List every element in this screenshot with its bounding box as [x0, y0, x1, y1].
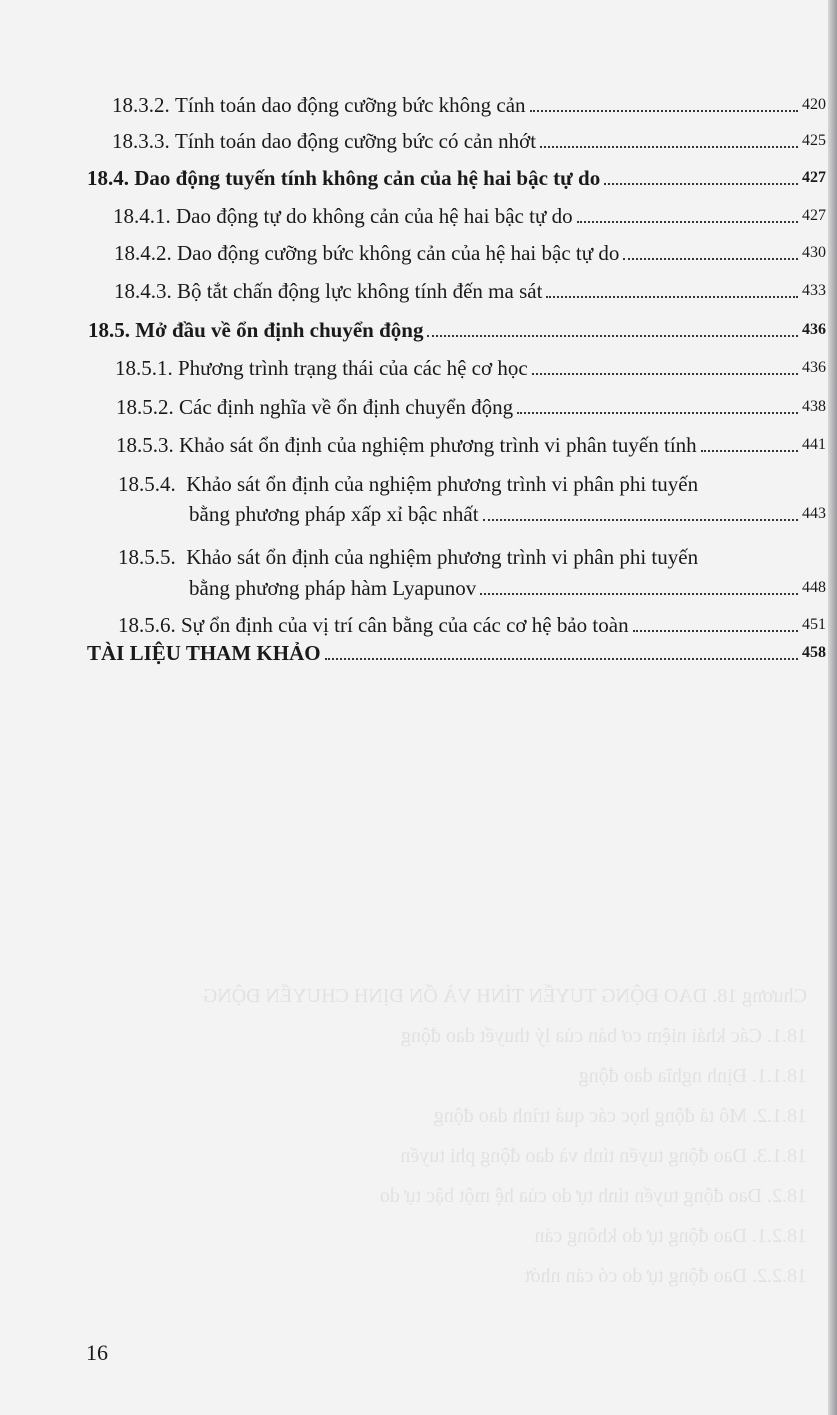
- toc-entry-number: 18.5.4.: [118, 472, 176, 496]
- toc-entry-number: 18.4.3.: [114, 279, 172, 303]
- toc-entry-title: Dao động cưỡng bức không cản của hệ hai bậc tự do: [177, 241, 620, 265]
- toc-entry-title: Khảo sát ổn định của nghiệm phương trình vi phân tuyến tính: [179, 433, 697, 457]
- toc-entry-page: 433: [802, 282, 826, 299]
- toc-row[interactable]: [116, 428, 826, 458]
- toc-entry-page: 443: [802, 505, 826, 522]
- toc-entry-title-continued: bằng phương pháp hàm Lyapunov: [189, 576, 477, 600]
- dot-leader: [540, 146, 798, 148]
- dot-leader: [517, 412, 798, 414]
- dot-leader: [604, 183, 798, 185]
- dot-leader: [546, 296, 798, 298]
- toc-entry-number: 18.5.1.: [115, 356, 173, 380]
- toc-entry-number: 18.5.3.: [116, 433, 174, 457]
- toc-row[interactable]: [189, 497, 826, 527]
- toc-row[interactable]: [115, 351, 826, 381]
- toc-references-row[interactable]: [87, 636, 826, 666]
- toc-entry-title: Phương trình trạng thái của các hệ cơ học: [178, 356, 528, 380]
- toc-section-title: Dao động tuyến tính không cản của hệ hai bậc tự do: [134, 166, 601, 190]
- toc-entry-title: Bộ tắt chấn động lực không tính đến ma sát: [177, 279, 543, 303]
- toc-entry-number: 18.5.2.: [116, 395, 174, 419]
- dot-leader: [480, 593, 798, 595]
- toc-entry-title-continued: bằng phương pháp xấp xỉ bậc nhất: [189, 502, 479, 526]
- toc-entry-number: 18.5.5.: [118, 545, 176, 569]
- toc-row[interactable]: [116, 390, 826, 420]
- toc-section-title: Mở đầu về ổn định chuyển động: [135, 318, 424, 342]
- toc-entry-title: Khảo sát ổn định của nghiệm phương trình vi phân phi tuyến: [186, 545, 699, 569]
- toc-row[interactable]: [114, 274, 826, 304]
- toc-row[interactable]: [189, 571, 826, 601]
- toc-entry-page: 448: [802, 579, 826, 596]
- toc-entry-page: 420: [802, 96, 826, 113]
- page-edge: [828, 0, 837, 1415]
- toc-section-row[interactable]: [87, 161, 826, 191]
- show-through-decoration: Chương 18. DAO ĐỘNG TUYẾN TÍNH VÀ ỔN ĐỊNH CHUYỂN ĐỘNG 18.1. Các khái niệm cơ bản của lý thuyết dao động 18.1.1. Định nghĩa dao động 18.1.2. Mô tả động học các quá trình dao động 18.1.3. Dao động tuyến tính và dao động phi tuyến 18.2. Dao động tuyến tính tự do của hệ một bậc tự do 18.2.1. Dao động tự do không cản 18.2.2. Dao động tự do có cản nhớt: [202, 985, 807, 1287]
- toc-entry-title: Tính toán dao động cưỡng bức không cản: [175, 93, 526, 117]
- toc-entry-page: 438: [802, 398, 826, 415]
- toc-entry-title: Dao động tự do không cản của hệ hai bậc tự do: [176, 204, 573, 228]
- dot-leader: [483, 519, 798, 521]
- toc-entry-page: 436: [802, 359, 826, 376]
- toc-entry-page: 430: [802, 244, 826, 261]
- toc-entry-title: Các định nghĩa về ổn định chuyển động: [179, 395, 514, 419]
- toc-section-page: 427: [802, 169, 826, 186]
- toc-entry-title: Tính toán dao động cưỡng bức có cản nhớt: [175, 129, 537, 153]
- dot-leader: [532, 373, 798, 375]
- toc-entry-title: Khảo sát ổn định của nghiệm phương trình vi phân phi tuyến: [186, 472, 699, 496]
- dot-leader: [577, 221, 798, 223]
- toc-entry-page: 427: [802, 207, 826, 224]
- toc-entry-first-line[interactable]: [118, 544, 698, 570]
- toc-row[interactable]: [114, 236, 826, 266]
- toc-entry-number: 18.3.2.: [112, 93, 170, 117]
- toc-row[interactable]: [118, 608, 826, 638]
- toc-entry-title: Sự ổn định của vị trí cân bằng của các cơ hệ bảo toàn: [181, 613, 629, 637]
- toc-entry-page: 425: [802, 132, 826, 149]
- dot-leader: [530, 110, 798, 112]
- toc-entry-number: 18.4.2.: [114, 241, 172, 265]
- page-number: 16: [86, 1340, 108, 1365]
- toc-entry-page: 441: [802, 436, 826, 453]
- dot-leader: [325, 658, 798, 660]
- toc-entry-number: 18.5.6.: [118, 613, 176, 637]
- dot-leader: [623, 258, 798, 260]
- toc-row[interactable]: [112, 88, 826, 118]
- dot-leader: [633, 630, 798, 632]
- toc-section-page: 436: [802, 321, 826, 338]
- toc-entry-page: 451: [802, 616, 826, 633]
- references-title: TÀI LIỆU THAM KHẢO: [87, 641, 321, 665]
- toc-section-row[interactable]: [88, 313, 826, 343]
- toc-row[interactable]: [113, 199, 826, 229]
- toc-entry-number: 18.4.1.: [113, 204, 171, 228]
- toc-section-number: 18.5.: [88, 318, 130, 342]
- dot-leader: [701, 450, 798, 452]
- toc-row[interactable]: [112, 124, 826, 154]
- toc-entry-first-line[interactable]: [118, 471, 698, 497]
- dot-leader: [427, 335, 798, 337]
- toc-entry-number: 18.3.3.: [112, 129, 170, 153]
- references-page: 458: [802, 644, 826, 661]
- toc-section-number: 18.4.: [87, 166, 129, 190]
